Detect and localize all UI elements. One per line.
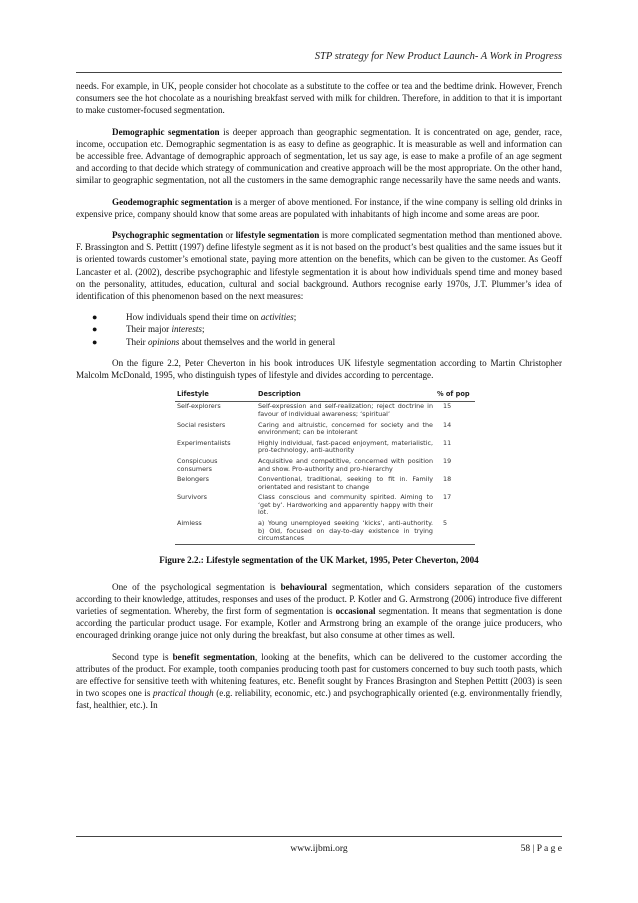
table-row: Belongers Conventional, traditional, seeking to fit in. Family orientated and resistant to change 18 <box>177 475 452 491</box>
lifestyle-figure <box>175 390 475 545</box>
paragraph-benefit: Second type is benefit segmentation, looking at the benefits, which can be delivered to the customer according the attributes of the product. For example, tooth companies producing tooth past for customers concerned to buy such tooth pasts, which are effective for sensitive teeth with whitening features, etc. Benefit sought by Frances Brasington and Stephen Pettitt (2003) is seen in two scopes one is practical though (e.g. reliability, economic, etc.) and psychographically oriented (e.g. environmentally friendly, fast, healthier, etc.). In <box>76 651 562 711</box>
paragraph-1: needs. For example, in UK, people consider hot chocolate as a substitute to the coffee or tea and the bedtime drink. However, French consumers see the hot chocolate as a nourishing breakfast served with milk for children. Therefore, in addition to that it is important to make customer-focused segmentation. <box>76 81 562 116</box>
footer-url: www.ijbmi.org <box>290 844 348 854</box>
list-item: ● Their opinions about themselves and the world in general <box>92 336 336 347</box>
term-lifestyle: lifestyle segmentation <box>235 230 320 241</box>
table-row: Aimless a) Young unemployed seeking ‘kicks’, anti-authority. b) Old, focused on day-to-day existence in trying circumstances 5 <box>175 519 475 545</box>
bullet-icon: ● <box>92 336 98 347</box>
paragraph-psychographic: Psychographic segmentation or lifestyle segmentation is more complicated segmentation method than mentioned above. F. Brassington and S. Pettitt (1997) define lifestyle segment as it is not based on the product’s best qualities and the same issues but it is oriented towards customer’s emotional state, paying more attention on the benefits, which can be given to the customer. As Geoff Lancaster et al. (2002), describe psychographic and lifestyle segmentation it is about how individuals spend time and money based on the personality, attitudes, education, cultural and social background. Authors recognise early 1970s, J.T. Plummer’s idea of identification of this phenomenon based on the next measures: <box>76 230 563 302</box>
column-header-description: Description <box>256 390 435 401</box>
measures-list <box>76 311 562 348</box>
term-demographic: Demographic segmentation <box>112 126 220 137</box>
list-item: ● Their major interests; <box>92 324 205 335</box>
page-number: 58 | P a g e <box>520 844 562 854</box>
table-row: Conspicuous consumers Acquisitive and competitive, concerned with position and show. Pro-authority and pro-hierarchy 19 <box>177 456 452 473</box>
term-practical: practical though <box>153 688 214 699</box>
paragraph-figure-intro: On the figure 2.2, Peter Cheverton in his book introduces UK lifestyle segmentation according to Martin Christopher Malcolm McDonald, 1995, who distinguish types of lifestyle and divides according to percentage. <box>76 357 562 381</box>
term-occasional: occasional <box>335 605 376 616</box>
term-psychographic: Psychographic segmentation <box>112 230 224 241</box>
term-behavioural: behavioural <box>280 581 328 592</box>
term-geodemographic: Geodemographic segmentation <box>112 196 233 207</box>
column-header-lifestyle: Lifestyle <box>175 390 256 401</box>
header-rule <box>76 72 562 73</box>
figure-caption: Figure 2.2.: Lifestyle segmentation of the UK Market, 1995, Peter Cheverton, 2004 <box>159 555 479 566</box>
bullet-icon: ● <box>92 312 98 323</box>
lifestyle-table <box>175 390 475 545</box>
table-row: Experimentalists Highly individual, fast-paced enjoyment, materialistic, pro-technology, anti-authority 11 <box>177 438 452 455</box>
table-row: Social resisters Caring and altruistic, concerned for society and the environment; can be intolerant 14 <box>177 420 452 437</box>
footer-rule <box>76 836 562 837</box>
table-row: Survivors Class conscious and community spirited. Aiming to ‘get by’. Hardworking and apparently happy with their lot. 17 <box>177 493 452 517</box>
term-benefit: benefit segmentation <box>172 651 255 662</box>
bullet-icon: ● <box>92 324 98 335</box>
paragraph-behavioural: One of the psychological segmentation is behavioural segmentation, which considers separation of the customers according to their knowledge, attitudes, responses and uses of the product. P. Kotler and G. Armstrong (2006) introduce five different varieties of segmentation. Whereby, the first form of segmentation is occasional segmentation. It means that segmentation is done according the particular product usage. For example, Kotler and Armstrong bring an example of the orange juice producers, who encouraged drinking orange juice not only during the breakfast, but also consume at other times as well. <box>76 581 562 641</box>
column-header-pop: % of pop <box>435 390 475 401</box>
body-text <box>76 80 562 721</box>
paragraph-demographic: Demographic segmentation is deeper approach than geographic segmentation. It is concentrated on age, gender, race, income, occupation etc. Demographic segmentation is as easy to define as geographic. It is measurable as well and information can be accessible free. Advantage of demographic approach of segmentation, let us say age, is ease to make a profile of an age segment and according to that decide which strategy of communication and creative approach will be the most appropriate. On the other hand, similar to geographic segmentation, not all the customers in the same demographic range necessarily have the same needs and wants. <box>76 126 562 186</box>
list-item: ● How individuals spend their time on activities; <box>92 312 297 323</box>
paragraph-geodemographic: Geodemographic segmentation is a merger of above mentioned. For instance, if the wine company is selling old drinks in expensive price, company should know that some areas are populated with inhabitants of high income and some areas are poor. <box>76 196 562 219</box>
table-row: Self-explorers Self-expression and self-realization; reject doctrine in favour of individual awareness; ‘spiritual’ 15 <box>177 402 452 418</box>
running-header: STP strategy for New Product Launch- A Work in Progress <box>314 51 562 62</box>
